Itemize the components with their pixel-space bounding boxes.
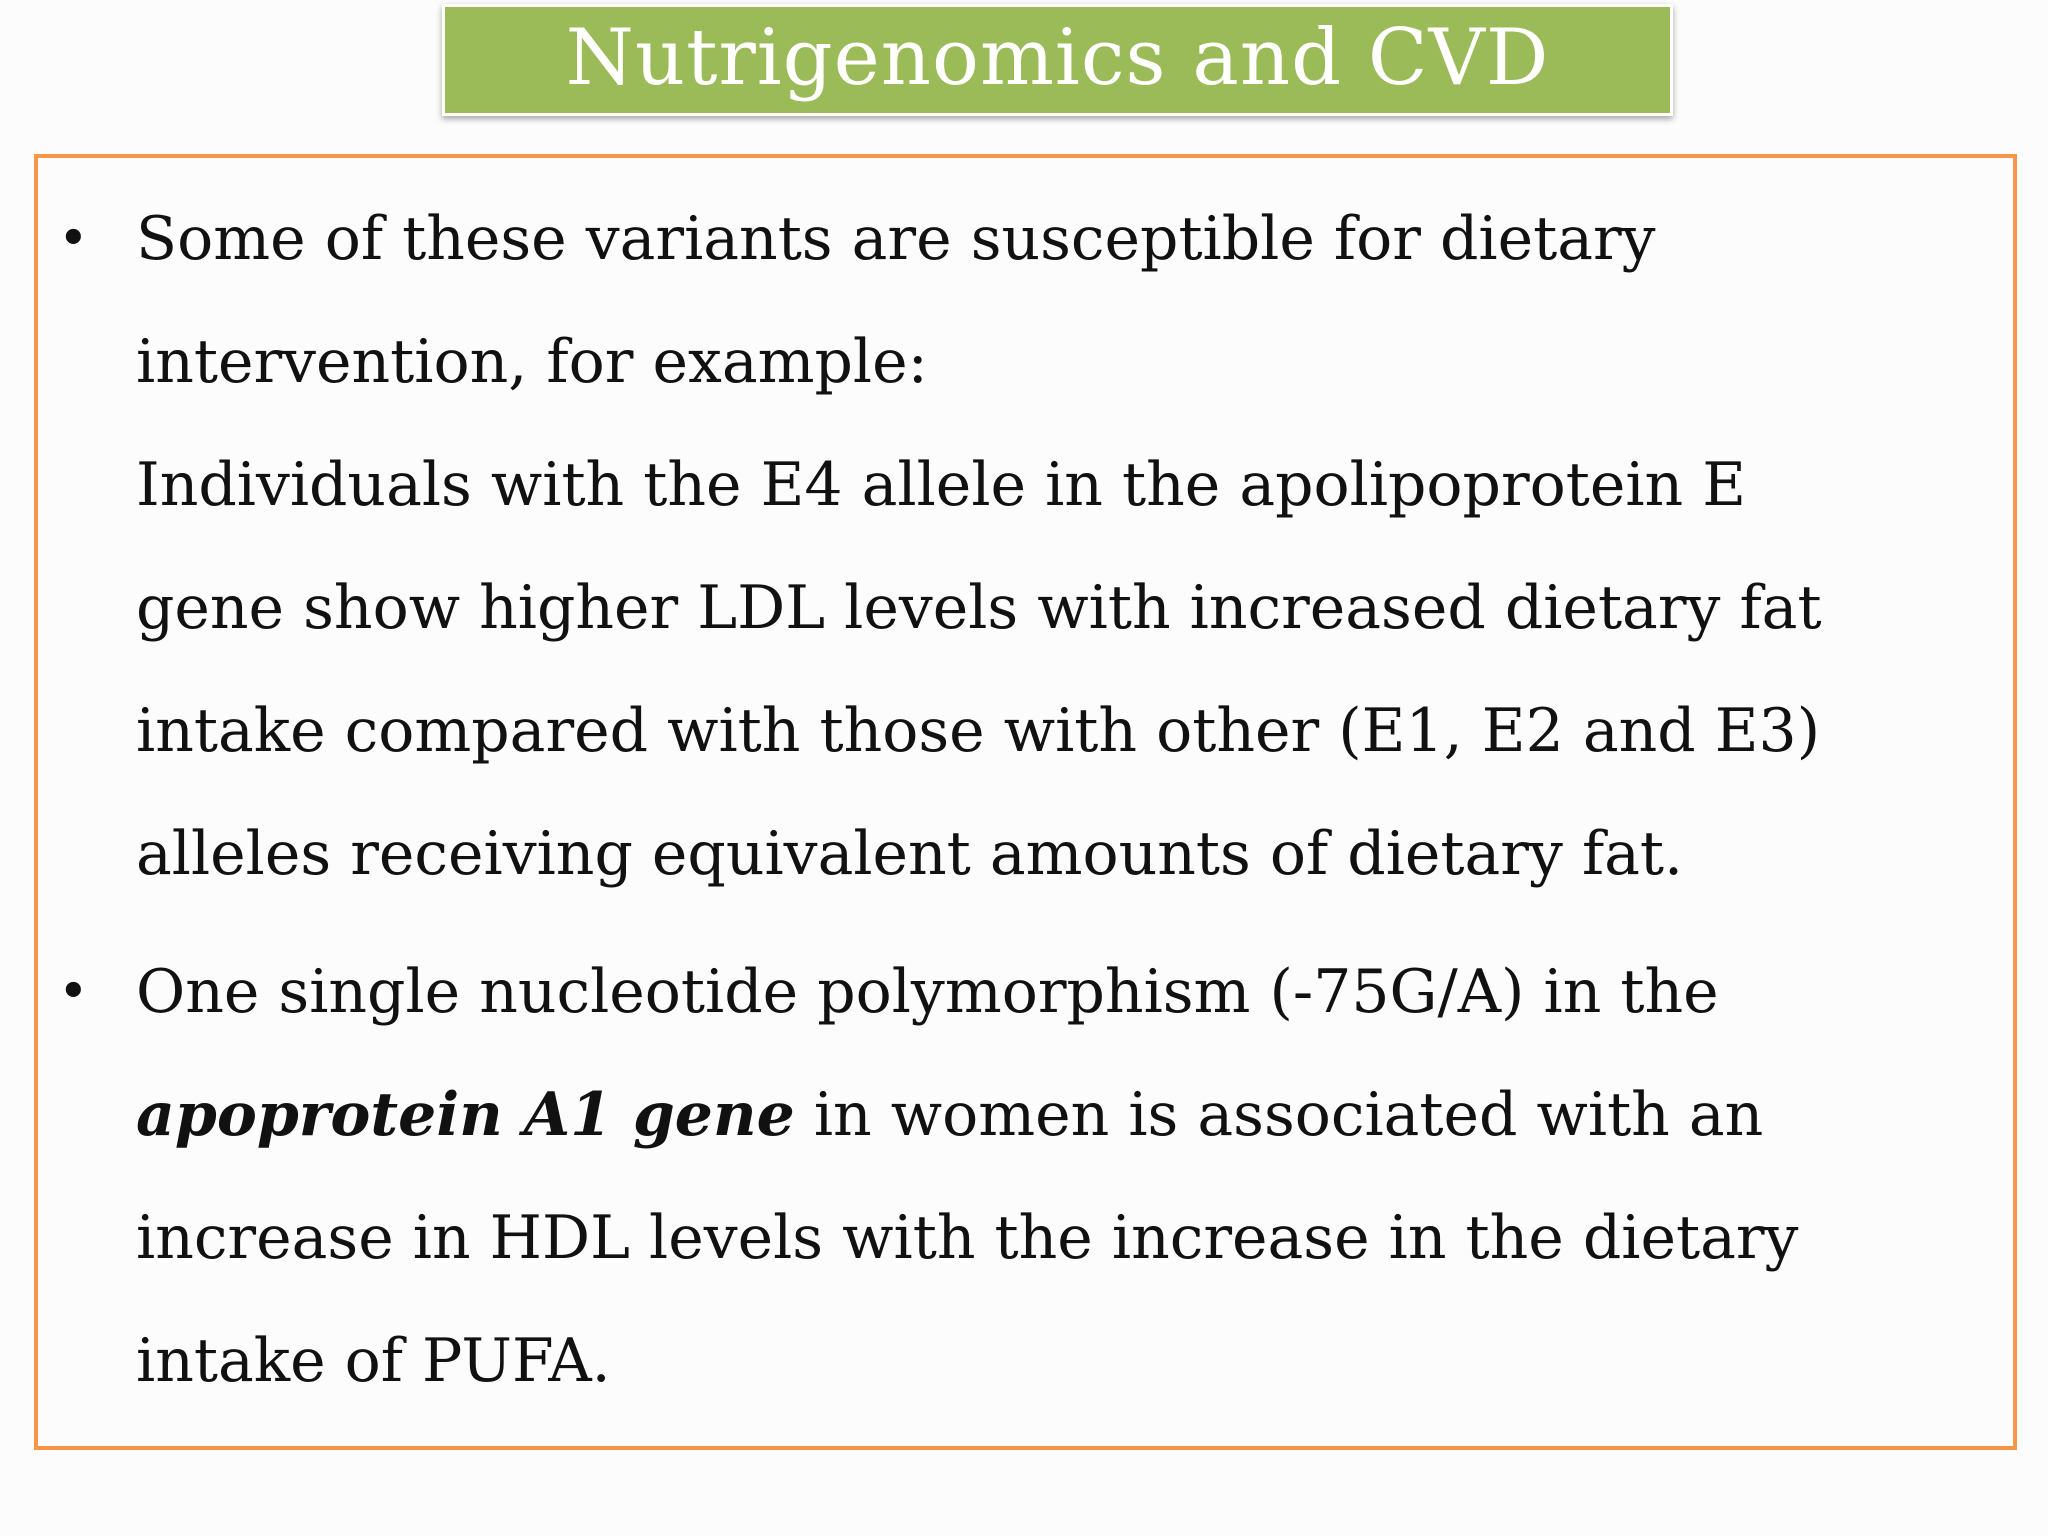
slide-title: Nutrigenomics and CVD <box>565 13 1550 103</box>
bullet-2-line-3: increase in HDL levels with the increase in the dietary <box>136 1203 1799 1273</box>
bullet-1-line-4: gene show higher LDL levels with increased dietary fat <box>136 573 1822 643</box>
bullet-2-line-2-rest: in women is associated with an <box>794 1080 1764 1150</box>
bullet-1-line-1: Some of these variants are susceptible for dietary <box>136 204 1656 274</box>
bullet-1-line-2: intervention, for example: <box>136 327 928 397</box>
content-panel <box>34 154 2017 1450</box>
bullet-icon: • <box>58 209 89 269</box>
bullet-icon: • <box>58 962 89 1022</box>
bullet-item-variants <box>38 178 2013 916</box>
bullet-item-snp <box>38 931 2013 1423</box>
bullet-1-line-6: alleles receiving equivalent amounts of dietary fat. <box>136 819 1684 889</box>
bullet-1-line-3: Individuals with the E4 allele in the apolipoprotein E <box>136 450 1747 520</box>
bullet-list <box>38 178 2013 1423</box>
gene-name-emphasis: apoprotein A1 gene <box>136 1080 795 1150</box>
bullet-2-line-4: intake of PUFA. <box>136 1326 611 1396</box>
bullet-2-line-2 <box>136 1054 2003 1177</box>
bullet-1-line-5: intake compared with those with other (E1, E2 and E3) <box>136 696 1821 766</box>
title-banner <box>442 4 1673 116</box>
bullet-2-line-1: One single nucleotide polymorphism (-75G/A) in the <box>136 957 1719 1027</box>
